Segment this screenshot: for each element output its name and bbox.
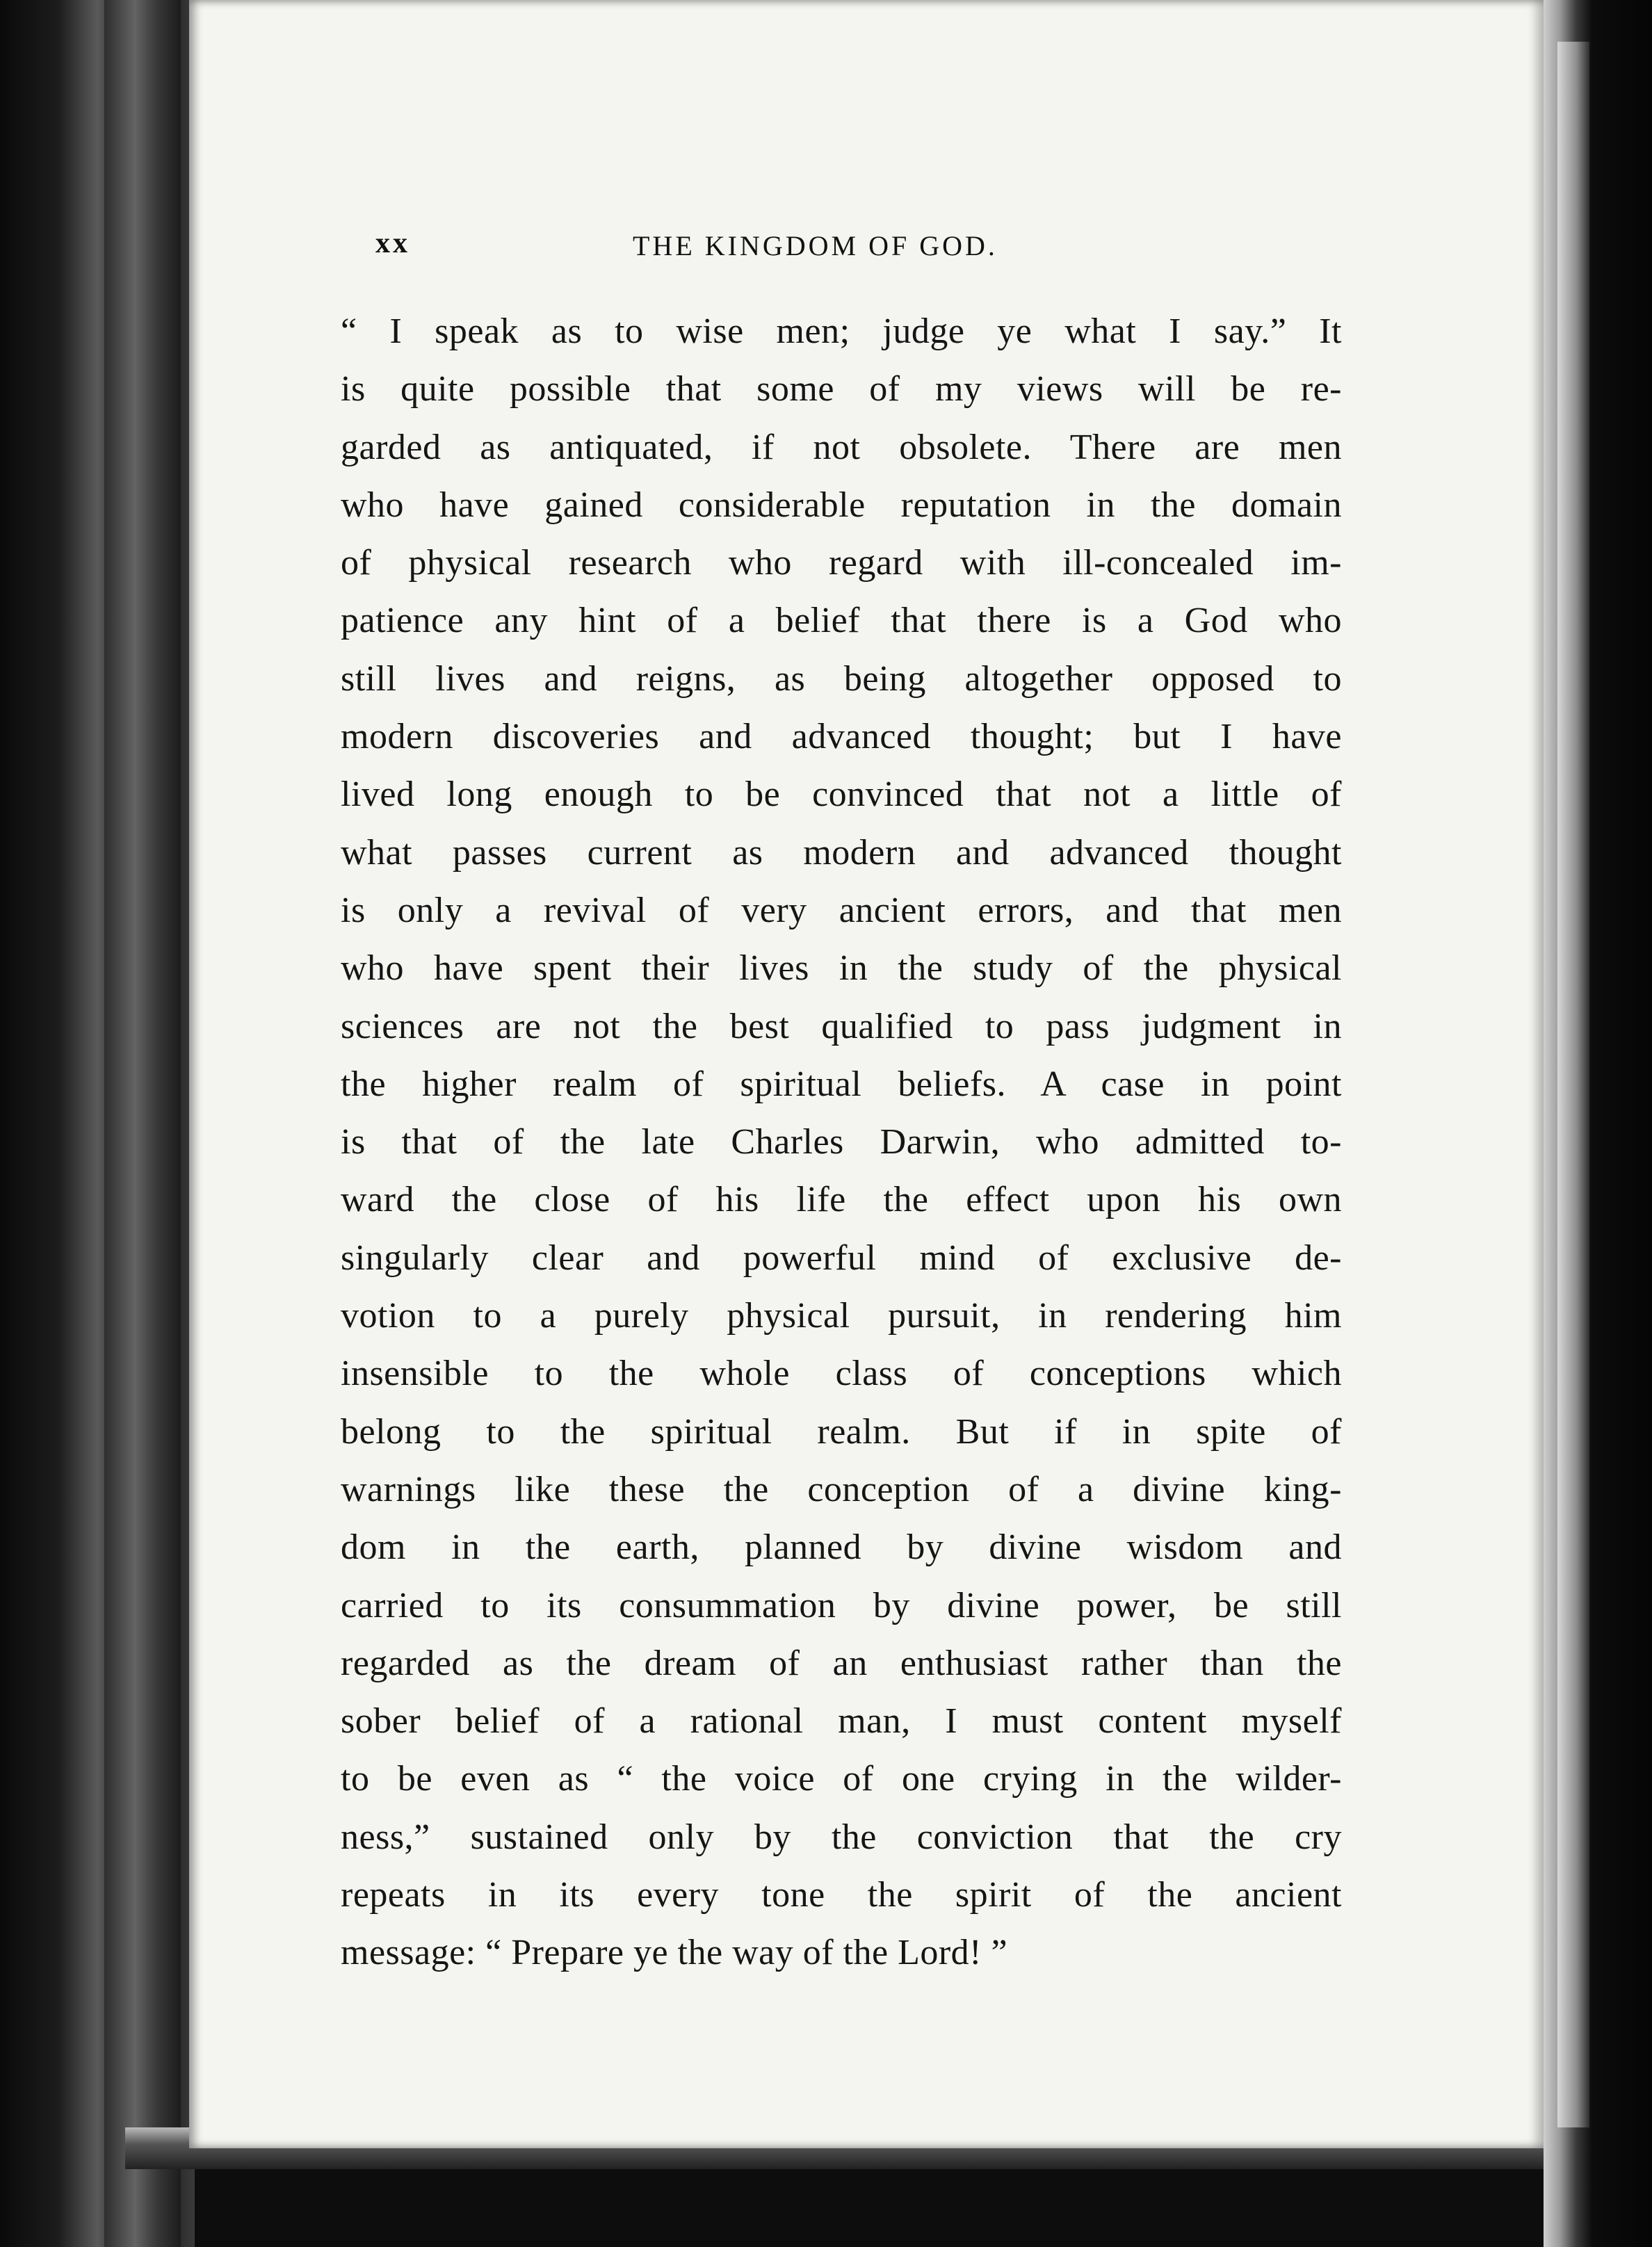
text-line: patience any hint of a belief that there is a God who <box>341 601 1342 641</box>
text-line: votion to a purely physical pursuit, in rendering him <box>341 1296 1342 1336</box>
text-line: singularly clear and powerful mind of exclusive de- <box>341 1238 1342 1278</box>
text-line: what passes current as modern and advanced thought <box>341 832 1342 873</box>
text-line: ward the close of his life the effect upon his own <box>341 1180 1342 1220</box>
text-line: modern discoveries and advanced thought; but I have <box>341 717 1342 757</box>
text-line: lived long enough to be convinced that not a little of <box>341 774 1342 815</box>
text-line: who have gained considerable reputation in the domain <box>341 485 1342 525</box>
text-line: sciences are not the best qualified to pass judgment in <box>341 1006 1342 1046</box>
right-page-fold <box>1557 42 1589 2127</box>
text-line: insensible to the whole class of conceptions which <box>341 1354 1342 1394</box>
text-line: sober belief of a rational man, I must content myself <box>341 1701 1342 1742</box>
text-line: garded as antiquated, if not obsolete. There are men <box>341 427 1342 467</box>
text-line: still lives and reigns, as being altogether opposed to <box>341 658 1342 699</box>
text-line: regarded as the dream of an enthusiast rather than the <box>341 1643 1342 1683</box>
text-line: of physical research who regard with ill-concealed im- <box>341 543 1342 583</box>
text-line: dom in the earth, planned by divine wisdom and <box>341 1527 1342 1568</box>
text-line: the higher realm of spiritual beliefs. A case in point <box>341 1064 1342 1104</box>
page-header <box>375 227 1106 268</box>
text-line: ness,” sustained only by the conviction that the cry <box>341 1817 1342 1857</box>
text-line: “ I speak as to wise men; judge ye what I say.” It <box>341 311 1342 351</box>
running-title: THE KINGDOM OF GOD. <box>633 230 998 261</box>
text-line: is quite possible that some of my views will be re- <box>341 369 1342 409</box>
page-number: xx <box>375 227 410 259</box>
text-line: warnings like these the conception of a divine king- <box>341 1469 1342 1509</box>
text-line: message: “ Prepare ye the way of the Lord! ” <box>341 1933 1008 1973</box>
text-line: repeats in its every tone the spirit of the ancient <box>341 1875 1342 1915</box>
body-paragraph <box>341 302 1342 1982</box>
text-line: is only a revival of very ancient errors, and that men <box>341 890 1342 930</box>
text-line: belong to the spiritual realm. But if in spite of <box>341 1411 1342 1452</box>
text-line: carried to its consummation by divine power, be still <box>341 1585 1342 1625</box>
text-line: to be even as “ the voice of one crying in the wilder- <box>341 1759 1342 1799</box>
left-page-stack <box>104 0 181 2247</box>
text-line: is that of the late Charles Darwin, who admitted to- <box>341 1122 1342 1162</box>
text-line: who have spent their lives in the study of the physical <box>341 948 1342 989</box>
